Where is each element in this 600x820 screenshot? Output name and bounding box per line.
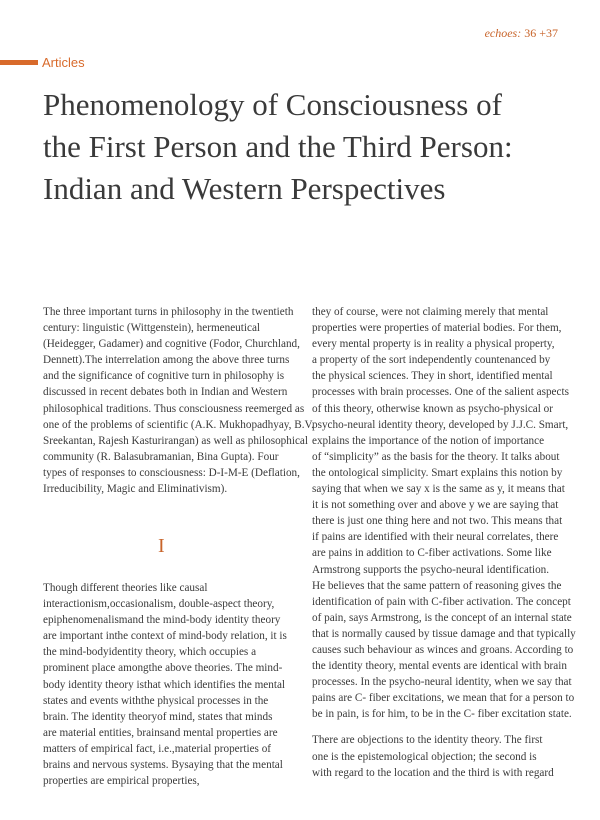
text-line: properties were properties of material bodies. For them, — [312, 322, 562, 335]
text-line: material properties of brains and nervous systems. By — [43, 742, 272, 772]
text-line: (Heidegger, Gadamer) and cognitive (Fodor, Churchland, — [43, 338, 300, 351]
section-label: Articles — [42, 54, 85, 70]
text-line: if pains are identified with their neural correlates, there — [312, 531, 559, 544]
text-line: that which identifies the mental states and events with — [43, 678, 286, 707]
text-line: occasionalism, double-aspect theory, epiphenomenalism — [43, 598, 275, 627]
text-line: and the significance of cognitive turn in philosophy is — [43, 370, 285, 383]
text-line: the physical sciences. They in short, identified mental — [312, 370, 553, 383]
text-line: psycho-neural identity theory, developed by J.J.C. Smart, — [312, 418, 569, 431]
left-column — [43, 304, 314, 497]
text-line: There are objections to the identity theory. The first — [312, 734, 543, 747]
text-line: The three important turns in philosophy in the twentieth — [43, 306, 294, 318]
title-line: the First Person and the Third Person: — [43, 129, 513, 164]
text-line: of mind, states that minds are material entities, brains — [43, 710, 273, 739]
page-header — [485, 26, 558, 41]
text-line: philosophical traditions. Thus consciousness reemerged as — [43, 402, 305, 415]
text-line: they of course, were not claiming merely that mental — [312, 306, 549, 318]
text-line: it is not something over and above y we are saying that — [312, 499, 559, 512]
text-line: processes with brain processes. One of the salient aspects — [312, 386, 569, 399]
text-line: identity theory, which occupies a prominent place among — [43, 646, 257, 675]
text-line: discussed in recent debates both in Indian and Western — [43, 386, 288, 399]
text-line: of “simplicity” as the basis for the theory. It talks about — [312, 450, 560, 463]
text-line: Dennett).The interrelation among the above three turns — [43, 354, 290, 367]
left-body-paragraph — [43, 580, 288, 789]
text-line: be in pain, is for him, to be in the C- fiber excitation state. — [312, 708, 572, 721]
text-line: the identity theory, mental events are identical with brain — [312, 660, 567, 673]
right-objections-paragraph — [312, 732, 560, 780]
text-line: processes. In the psycho-neural identity, when we say that — [312, 676, 572, 689]
text-line: a property of the sort independently countenanced by — [312, 354, 551, 367]
title-line: Phenomenology of Consciousness of — [43, 87, 502, 122]
text-line: that is normally caused by tissue damage and that typically — [312, 627, 576, 640]
text-line: types of responses to consciousness: D-I-M-E (Deflation, — [43, 466, 300, 479]
intro-paragraph — [43, 304, 314, 497]
section-accent-bar — [0, 60, 38, 65]
title-line: Indian and Western Perspectives — [43, 171, 446, 206]
text-line: of pain, says Armstrong, is the concept of an internal state — [312, 611, 572, 624]
section-tag — [0, 54, 85, 70]
text-line: with regard to the location and the third is with regard — [312, 766, 554, 779]
text-line: the physical processes in the brain. The identity theory — [43, 694, 269, 723]
text-line: saying that when we say x is the same as y, it means that — [312, 483, 565, 496]
text-line: the context of mind-body relation, it is the mind-body — [43, 630, 287, 659]
text-line: Armstrong supports the psycho-neural identification. — [312, 563, 550, 576]
right-column — [312, 304, 576, 781]
page-numbers: 36 +37 — [521, 26, 558, 40]
section-numeral: I — [158, 535, 165, 557]
text-line: one of the problems of scientific (A.K. Mukhopadhyay, B.V. — [43, 418, 314, 431]
text-line: century: linguistic (Wittgenstein), hermeneutical — [43, 322, 261, 335]
journal-name: echoes: — [484, 26, 522, 40]
text-line: every mental property is in reality a physical property, — [312, 338, 555, 351]
text-line: one is the epistemological objection; the second is — [312, 750, 537, 763]
text-line: community (R. Balasubramanian, Bina Gupta). Four — [43, 450, 279, 463]
text-line: and the mind-body identity theory are important in — [43, 614, 281, 643]
text-line: Irreducibility, Magic and Eliminativism). — [43, 483, 228, 496]
text-line: saying that the mental properties are empirical properties, — [43, 759, 283, 788]
text-line: pains are C- fiber excitations, we mean that for a person to — [312, 692, 575, 705]
text-line: causes such behaviour as winces and groans. According to — [312, 643, 574, 656]
text-line: He believes that the same pattern of reasoning gives the — [312, 579, 562, 592]
text-line: there is just one thing here and not two. This means that — [312, 515, 563, 528]
text-line: and mental properties are matters of empirical fact, i.e., — [43, 726, 278, 755]
text-line: Sreekantan, Rajesh Kasturirangan) as well as philosophical — [43, 434, 309, 447]
text-line: the above theories. The mind-body identity theory is — [43, 662, 283, 691]
text-line: Though different theories like causal interactionism, — [43, 582, 208, 611]
text-line: explains the importance of the notion of importance — [312, 434, 545, 447]
text-line: are pains in addition to C-fiber activations. Some like — [312, 547, 552, 560]
right-body-paragraph — [312, 304, 576, 722]
article-title — [43, 84, 583, 210]
text-line: the ontological simplicity. Smart explains this notion by — [312, 466, 563, 479]
text-line: identification of pain with C-fiber activation. The concept — [312, 595, 571, 608]
text-line: of this theory, otherwise known as psycho-physical or — [312, 402, 554, 415]
